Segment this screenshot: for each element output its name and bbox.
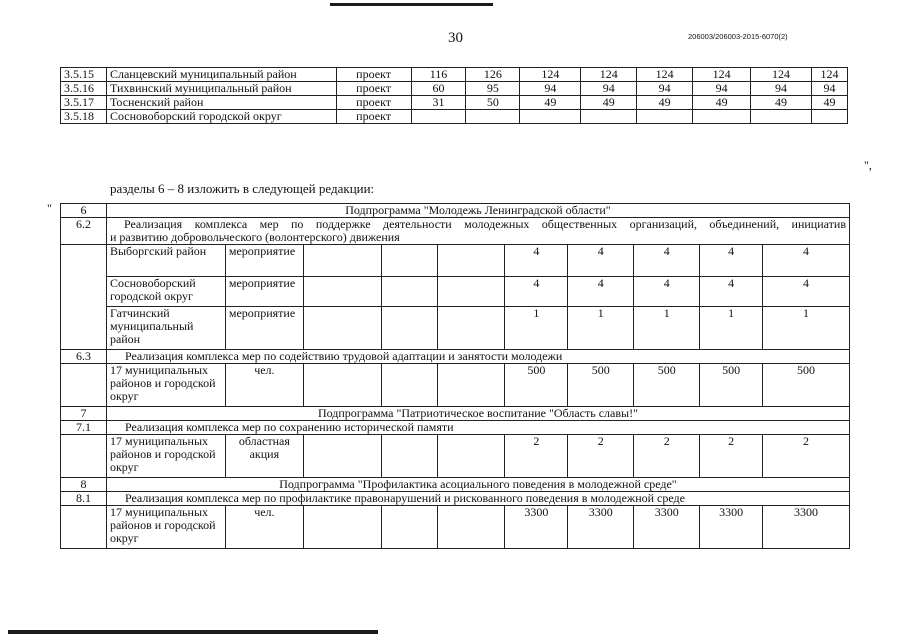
section-number: 7	[61, 407, 107, 421]
table-row	[61, 506, 850, 549]
table-row	[61, 307, 850, 350]
section-title: Реализация комплекса мер по сохранению исторической памяти	[106, 421, 849, 435]
table-row	[61, 364, 850, 407]
value-cell: 94	[637, 82, 693, 96]
value-cell: 31	[411, 96, 466, 110]
section-number: 8.1	[61, 492, 107, 506]
value-cell: 4	[763, 277, 850, 307]
table-subprograms	[60, 203, 850, 549]
section-number: 7.1	[61, 421, 107, 435]
value-cell: 2	[568, 435, 634, 478]
section-number: 8	[61, 478, 107, 492]
row-number: 3.5.17	[61, 96, 107, 110]
value-cell: 124	[751, 68, 812, 82]
value-cell: 94	[581, 82, 637, 96]
table-row	[61, 277, 850, 307]
table-row	[61, 110, 848, 124]
closing-quote: ",	[864, 158, 872, 172]
value-cell: 124	[581, 68, 637, 82]
value-cell: 500	[700, 364, 763, 407]
value-cell: 4	[634, 277, 700, 307]
value-cell	[466, 110, 520, 124]
district-name: 17 муниципальных районов и городской округ	[106, 364, 225, 407]
item-type: мероприятие	[225, 277, 303, 307]
section-title	[106, 218, 849, 245]
value-cell: 1	[700, 307, 763, 350]
value-cell: 94	[811, 82, 847, 96]
section-7-row	[61, 407, 850, 421]
section-title: Подпрограмма "Молодежь Ленинградской области"	[106, 204, 849, 218]
table-row	[61, 435, 850, 478]
section-6-2-row	[61, 218, 850, 245]
value-cell: 49	[811, 96, 847, 110]
district-name: Сосновоборский городской округ	[106, 110, 336, 124]
value-cell: 126	[466, 68, 520, 82]
value-cell: 116	[411, 68, 466, 82]
value-cell: 94	[693, 82, 751, 96]
value-cell: 49	[520, 96, 581, 110]
section-title: Реализация комплекса мер по содействию трудовой адаптации и занятости молодежи	[106, 350, 849, 364]
section-title-line: Реализация комплекса мер по поддержке деятельности молодежных общественных организаций, объединений, инициатив	[123, 217, 846, 231]
value-cell	[637, 110, 693, 124]
value-cell: 1	[634, 307, 700, 350]
section-6-3-row	[61, 350, 850, 364]
value-cell: 4	[568, 245, 634, 277]
value-cell: 3300	[634, 506, 700, 549]
value-cell: 124	[520, 68, 581, 82]
table-row	[61, 82, 848, 96]
value-cell	[693, 110, 751, 124]
value-cell: 124	[637, 68, 693, 82]
top-rule	[330, 3, 493, 6]
value-cell	[520, 110, 581, 124]
value-cell: 3300	[763, 506, 850, 549]
section-6-row	[61, 204, 850, 218]
value-cell: 4	[505, 277, 568, 307]
value-cell: 4	[700, 277, 763, 307]
row-number: 3.5.16	[61, 82, 107, 96]
table-row	[61, 96, 848, 110]
item-type: мероприятие	[225, 307, 303, 350]
item-type: чел.	[225, 364, 303, 407]
district-name: Тосненский район	[106, 96, 336, 110]
value-cell: 500	[505, 364, 568, 407]
value-cell: 4	[568, 277, 634, 307]
item-type: проект	[336, 96, 411, 110]
value-cell: 2	[505, 435, 568, 478]
value-cell	[811, 110, 847, 124]
page-number: 30	[448, 30, 463, 46]
value-cell	[751, 110, 812, 124]
value-cell: 49	[751, 96, 812, 110]
value-cell: 60	[411, 82, 466, 96]
value-cell: 3300	[505, 506, 568, 549]
item-type: чел.	[225, 506, 303, 549]
value-cell	[581, 110, 637, 124]
value-cell	[411, 110, 466, 124]
row-number: 3.5.18	[61, 110, 107, 124]
value-cell: 49	[581, 96, 637, 110]
item-type: проект	[336, 68, 411, 82]
item-type: проект	[336, 82, 411, 96]
district-name: Выборгский район	[106, 245, 225, 277]
section-instruction: разделы 6 – 8 изложить в следующей редакции:	[110, 181, 375, 196]
section-title: Подпрограмма "Профилактика асоциального поведения в молодежной среде"	[106, 478, 849, 492]
table-municipal-projects	[60, 67, 848, 124]
bottom-rule	[8, 630, 378, 634]
section-number: 6	[61, 204, 107, 218]
district-name: Сланцевский муниципальный район	[106, 68, 336, 82]
value-cell: 94	[520, 82, 581, 96]
value-cell: 500	[634, 364, 700, 407]
value-cell: 2	[634, 435, 700, 478]
value-cell: 94	[751, 82, 812, 96]
value-cell: 4	[700, 245, 763, 277]
value-cell: 95	[466, 82, 520, 96]
section-7-1-row	[61, 421, 850, 435]
value-cell: 124	[693, 68, 751, 82]
value-cell: 500	[568, 364, 634, 407]
section-8-1-row	[61, 492, 850, 506]
district-name: Тихвинский муниципальный район	[106, 82, 336, 96]
value-cell: 1	[763, 307, 850, 350]
item-type: проект	[336, 110, 411, 124]
row-number: 3.5.15	[61, 68, 107, 82]
value-cell: 500	[763, 364, 850, 407]
section-number: 6.3	[61, 350, 107, 364]
value-cell: 49	[637, 96, 693, 110]
value-cell: 4	[634, 245, 700, 277]
item-type: мероприятие	[225, 245, 303, 277]
district-name: Гатчинский муниципальный район	[106, 307, 225, 350]
value-cell: 3300	[568, 506, 634, 549]
value-cell: 49	[693, 96, 751, 110]
value-cell: 2	[700, 435, 763, 478]
section-title-line: и развитию добровольческого (волонтерского) движения	[109, 230, 400, 244]
table-row	[61, 245, 850, 277]
value-cell: 4	[763, 245, 850, 277]
section-number: 6.2	[61, 218, 107, 245]
value-cell: 1	[505, 307, 568, 350]
value-cell: 3300	[700, 506, 763, 549]
table-row	[61, 68, 848, 82]
value-cell: 2	[763, 435, 850, 478]
section-8-row	[61, 478, 850, 492]
opening-quote: "	[47, 201, 52, 215]
district-name: 17 муниципальных районов и городской округ	[106, 435, 225, 478]
section-title: Подпрограмма "Патриотическое воспитание "Область славы!"	[106, 407, 849, 421]
document-code: 206003/206003-2015-6070(2)	[688, 32, 788, 41]
value-cell: 50	[466, 96, 520, 110]
item-type: областная акция	[225, 435, 303, 478]
district-name-text: Сосновоборский городской округ	[109, 276, 196, 303]
value-cell: 124	[811, 68, 847, 82]
section-title: Реализация комплекса мер по профилактике правонарушений и рискованного поведения в молодежной среде	[106, 492, 849, 506]
district-name: 17 муниципальных районов и городской округ	[106, 506, 225, 549]
value-cell: 4	[505, 245, 568, 277]
value-cell: 1	[568, 307, 634, 350]
district-name	[106, 277, 225, 307]
